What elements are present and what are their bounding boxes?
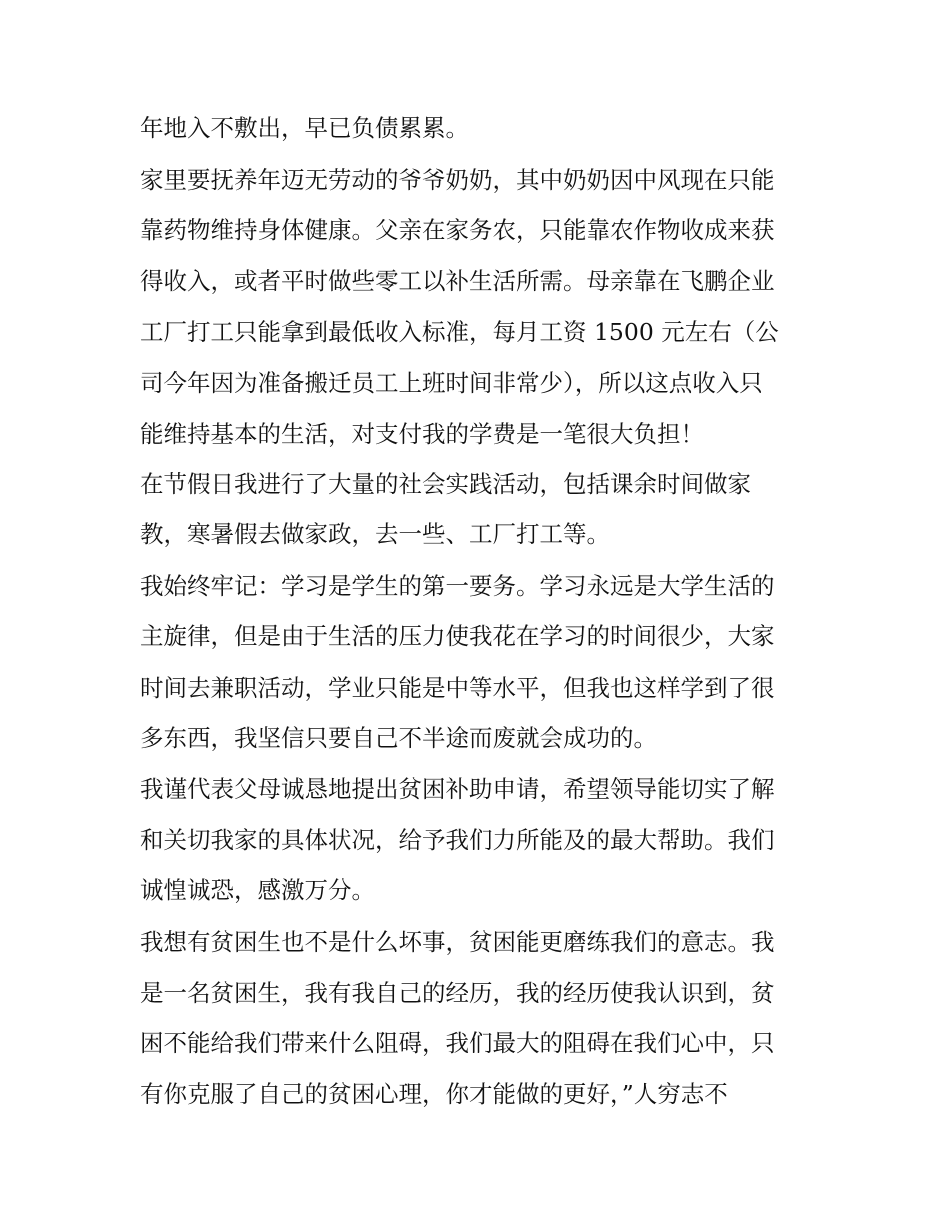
text-line: 是一名贫困生，我有我自己的经历，我的经历使我认识到，贫	[140, 979, 775, 1007]
text-line: 诚惶诚恐，感激万分。	[140, 876, 375, 904]
text-line: 困不能给我们带来什么阻碍，我们最大的阻碍在我们心中，只	[140, 1029, 775, 1057]
text-line: 我想有贫困生也不是什么坏事，贫困能更磨练我们的意志。我	[140, 928, 775, 956]
text-line: 家里要抚养年迈无劳动的爷爷奶奶，其中奶奶因中风现在只能	[140, 166, 775, 194]
text-line: 和关切我家的具体状况，给予我们力所能及的最大帮助。我们	[140, 826, 775, 854]
text-line: 得收入，或者平时做些零工以补生活所需。母亲靠在飞鹏企业	[140, 267, 775, 295]
text-line: 教，寒暑假去做家政，去一些、工厂打工等。	[140, 520, 610, 548]
text-line: 时间去兼职活动，学业只能是中等水平，但我也这样学到了很	[140, 674, 775, 702]
text-line: 能维持基本的生活，对支付我的学费是一笔很大负担！	[140, 420, 704, 448]
text-line: 多东西，我坚信只要自己不半途而废就会成功的。	[140, 724, 657, 752]
text-line: 主旋律，但是由于生活的压力使我花在学习的时间很少，大家	[140, 622, 775, 650]
text-line: 工厂打工只能拿到最低收入标准，每月工资 1500 元左右（公	[140, 318, 779, 346]
text-line: 我谨代表父母诚恳地提出贫困补助申请，希望领导能切实了解	[140, 775, 775, 803]
text-line: 在节假日我进行了大量的社会实践活动，包括课余时间做家	[140, 470, 751, 498]
text-line: 年地入不敷出，早已负债累累。	[140, 114, 469, 142]
text-line: 司今年因为准备搬迁员工上班时间非常少），所以这点收入只	[140, 369, 763, 397]
text-line: 有你克服了自己的贫困心理，你才能做的更好，”人穷志不	[140, 1080, 728, 1108]
text-line: 靠药物维持身体健康。父亲在家务农，只能靠农作物收成来获	[140, 216, 775, 244]
text-line: 我始终牢记：学习是学生的第一要务。学习永远是大学生活的	[140, 572, 775, 600]
